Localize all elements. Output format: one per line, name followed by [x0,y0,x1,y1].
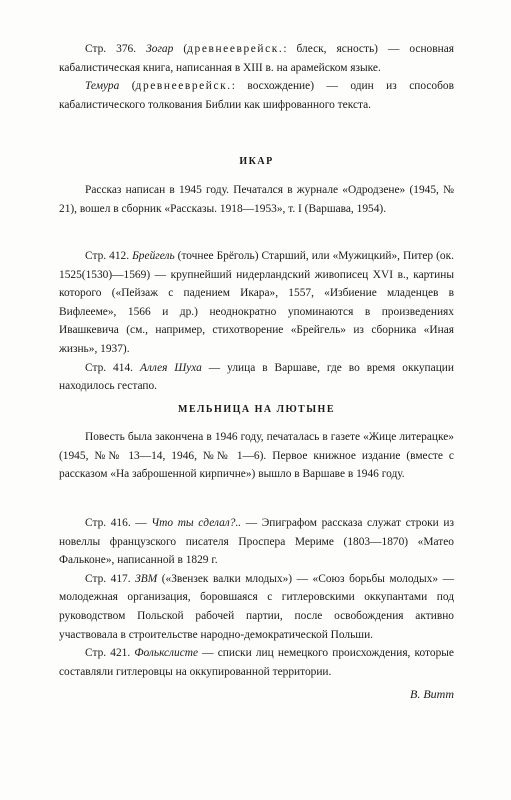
language-label: древнееврейск. [135,80,232,93]
page-ref: Стр. 416. — [85,517,152,529]
author-signature: В. Витт [410,687,454,701]
mill-history-block [59,428,454,484]
ikar-notes-block [59,247,454,396]
ikar-history: Рассказ написан в 1945 году. Печатался в журнале «Одродзене» (1945, № 21), вошел в сборник «Рассказы. 1918—1953», т. I (Варшава, 1954). [59,184,454,215]
language-label: древнееврейск. [187,43,284,55]
note-text: (точнее Брёголь) Старший, или «Мужицкий», Питер (ок. 1525(1530)—1569) — крупнейший нидерландский живописец XVI в., картины которого («Пейзаж с падением Икара», 1557, «Избиение младенцев в Вифлееме», 1566 и др.) неоднократно упоминаются в произведениях Ивашкевича (см., например, стихотворение «Брейгель» из сборника «Иная жизнь», 1937). [59,250,454,355]
note-421 [59,644,454,681]
section-heading-mill: МЕЛЬНИЦА НА ЛЮТЫНЕ [178,404,335,415]
mill-notes-block [59,514,454,681]
page-ref: Стр. 376. [85,43,147,55]
note-zogar: Стр. 376. Зогар (древнееврейск.: блеск, ясность) — основная кабалистическая книга, написанная в XIII в. на арамейском языке. [59,43,454,74]
note-term: Брейгель [132,250,175,262]
note-text: — Эпиграфом рассказа служат строки из новеллы французского писателя Проспера Мериме (1803—1870) «Матео Фальконе», написанной в 1829 г. [59,517,454,567]
note-text: — списки лиц немецкого происхождения, которые составляли гитлеровцы на оккупированной территории. [59,647,454,678]
note-text: — улица в Варшаве, где во время оккупации находилось гестапо. [59,361,454,393]
note-temura: Темура (древнееврейск.: восхождение) — один из способов кабалистического толкования Библии как шифрованного текста. [59,80,454,111]
note-term: Темура [85,80,120,93]
section-heading-ikar: ИКАР [239,156,274,167]
note-term: Аллея Шуха [139,361,202,374]
mill-history: Повесть была закончена в 1946 году, печаталась в газете «Жице литерацке» (1945, №№ 13—14, 1946, №№ 1—6). Первое книжное издание (вместе с рассказом «На заброшенной кирпичне») вышло в Варшаве в 1946 году. [59,431,454,481]
note-text: («Звензек валки млодых») — «Союз борьбы молодых» — молодежная организация, боровшаяся с гитлеровскими оккупантами под руководством Польской рабочей партии, после освобождения активно участвовала в строительстве народно-демократической Польши. [59,572,454,641]
note-zogar-block [59,40,454,114]
ikar-history-block [59,181,454,218]
note-417 [59,570,454,644]
note-412 [59,247,454,359]
note-416 [59,514,454,570]
note-term: ЗВМ [135,572,158,585]
note-term: Фолькслисте [134,647,199,660]
note-term: Что ты сделал?.. [151,517,242,529]
page-ref: Стр. 421. [85,647,135,660]
note-text: : восхождение) — один из способов кабалистического толкования Библии как шифрованного текста. [59,80,454,111]
note-text: : блеск, ясность) — основная кабалистическая книга, написанная в XIII в. на арамейском языке. [59,43,454,74]
page-ref: Стр. 412. [85,250,133,262]
page-ref: Стр. 417. [85,572,136,585]
page-ref: Стр. 414. [85,361,140,374]
note-term: Зогар [146,43,174,55]
note-414 [59,359,454,396]
